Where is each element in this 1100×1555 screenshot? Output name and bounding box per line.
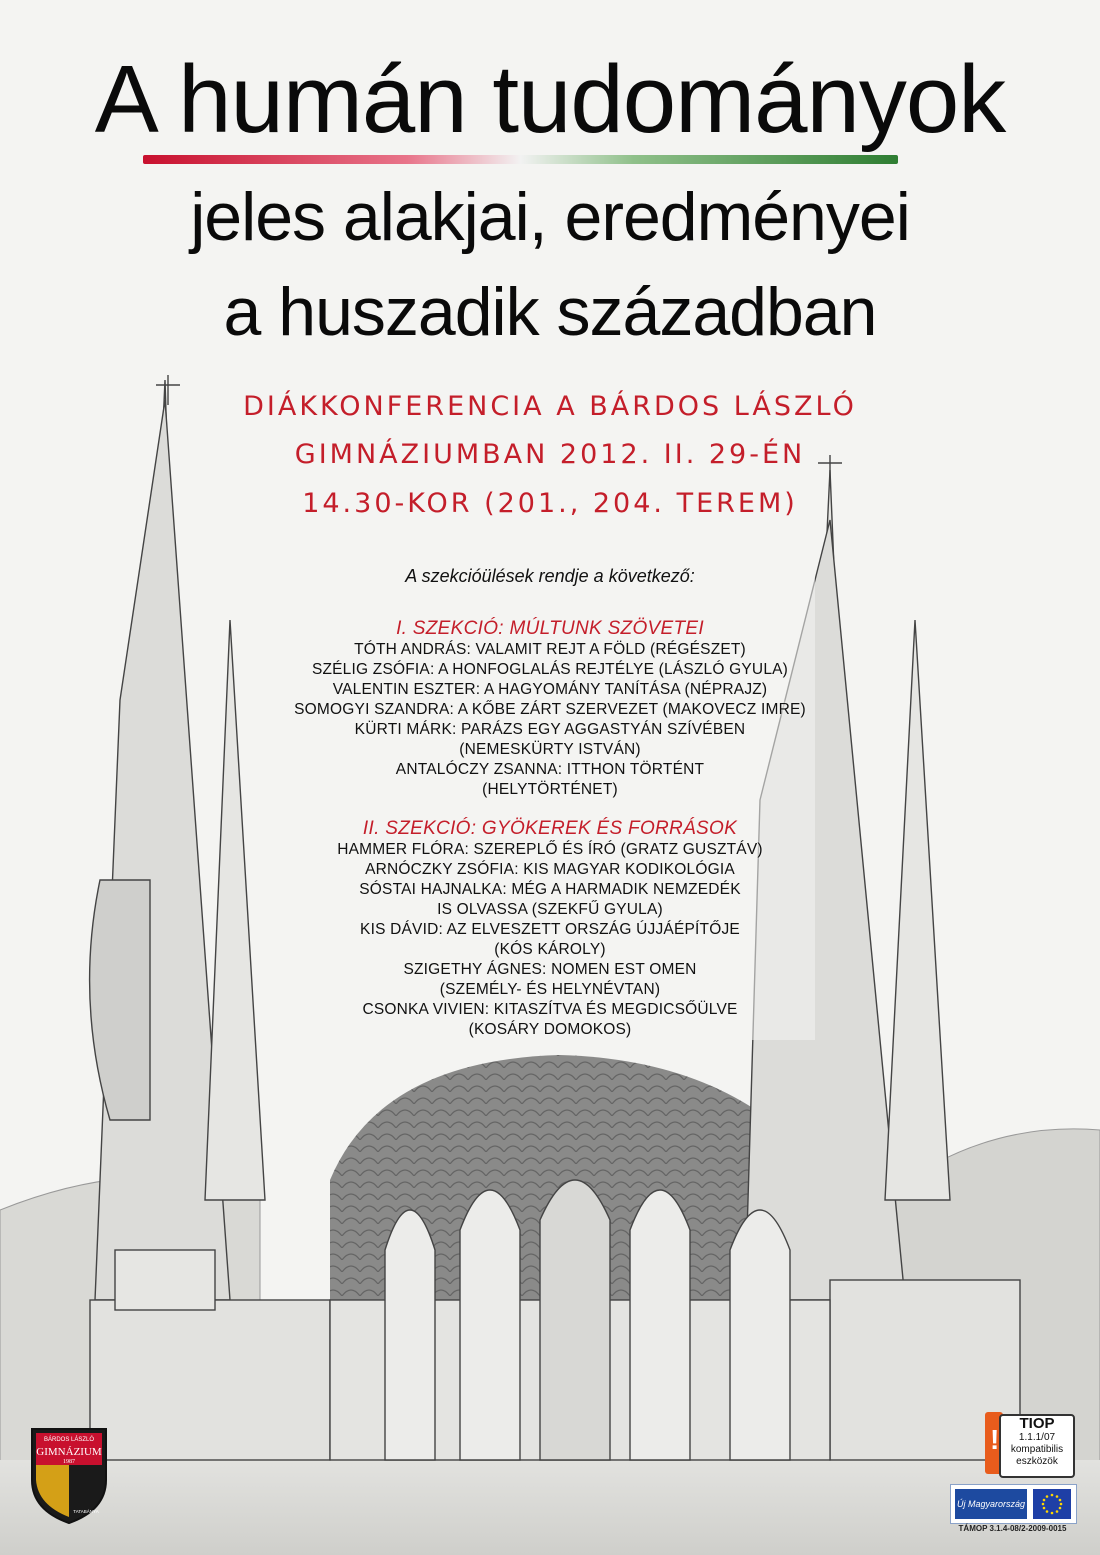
eu-funding-logo <box>950 1484 1075 1536</box>
title-line-1: A humán tudományok <box>94 46 1006 153</box>
list-item: (NEMESKÜRTY ISTVÁN) <box>459 741 641 758</box>
tamop-code: TÁMOP 3.1.4-08/2-2009-0015 <box>958 1524 1067 1533</box>
section-2-heading: II. SZEKCIÓ: GYÖKEREK ÉS FORRÁSOK <box>362 818 738 839</box>
list-item: CSONKA VIVIEN: KITASZÍTVA ÉS MEGDICSŐÜLVE <box>362 1001 738 1018</box>
list-item: SZÉLIG ZSÓFIA: A HONFOGLALÁS REJTÉLYE (LÁSZLÓ GYULA) <box>311 661 789 678</box>
list-item: SÓSTAI HAJNALKA: MÉG A HARMADIK NEMZEDÉK <box>359 881 741 898</box>
list-item: VALENTIN ESZTER: A HAGYOMÁNY TANÍTÁSA (NÉPRAJZ) <box>332 681 768 698</box>
list-item: IS OLVASSA (SZEKFŰ GYULA) <box>437 901 663 918</box>
event-line-1: DIÁKKONFERENCIA A BÁRDOS LÁSZLÓ <box>243 391 857 422</box>
section-1-heading: I. SZEKCIÓ: MÚLTUNK SZÖVETEI <box>396 618 704 639</box>
exclamation-icon: ! <box>985 1412 1003 1474</box>
tiop-line-4: eszközök <box>1016 1456 1058 1467</box>
eu-logo-frame <box>950 1484 1077 1524</box>
list-item: (KÓS KÁROLY) <box>494 941 606 958</box>
list-item: HAMMER FLÓRA: SZEREPLŐ ÉS ÍRÓ (GRATZ GUSZTÁV) <box>337 841 763 858</box>
event-line-2: GIMNÁZIUMBAN 2012. II. 29-ÉN <box>294 439 806 470</box>
list-item: (HELYTÖRTÉNET) <box>482 781 618 798</box>
section-1-entries <box>0 640 1100 800</box>
list-item: (KOSÁRY DOMOKOS) <box>468 1021 632 1038</box>
sessions-intro: A szekcióülések rendje a következő: <box>405 566 695 586</box>
list-item: KÜRTI MÁRK: PARÁZS EGY AGGASTYÁN SZÍVÉBEN <box>354 721 746 738</box>
section-2-entries <box>0 840 1100 1040</box>
tricolor-underline <box>143 155 898 164</box>
event-line-3: 14.30-KOR (201., 204. TEREM) <box>302 488 798 519</box>
svg-text:BÁRDOS LÁSZLÓ: BÁRDOS LÁSZLÓ <box>43 1437 95 1443</box>
list-item: SZIGETHY ÁGNES: NOMEN EST OMEN <box>403 961 697 978</box>
title-line-2: jeles alakjai, eredményei <box>190 179 910 255</box>
tiop-name: TIOP <box>1019 1415 1055 1432</box>
list-item: (SZEMÉLY- ÉS HELYNÉVTAN) <box>439 981 661 998</box>
list-item: TÓTH ANDRÁS: VALAMIT REJT A FÖLD (RÉGÉSZET) <box>354 641 746 658</box>
tiop-label-box <box>999 1414 1075 1478</box>
school-crest-logo <box>28 1425 110 1525</box>
title-line-3: a huszadik században <box>223 274 877 350</box>
list-item: KIS DÁVID: AZ ELVESZETT ORSZÁG ÚJJÁÉPÍTŐJE <box>360 921 740 938</box>
svg-text:TATABÁNYA: TATABÁNYA <box>73 1509 99 1514</box>
svg-text:1987: 1987 <box>63 1459 75 1465</box>
svg-text:GIMNÁZIUM: GIMNÁZIUM <box>36 1446 102 1458</box>
tiop-line-3: kompatibilis <box>1010 1444 1064 1455</box>
uj-magyarorszag-logo: Új Magyarország <box>955 1489 1027 1519</box>
tiop-code: 1.1.1/07 <box>1018 1432 1056 1443</box>
list-item: ANTALÓCZY ZSANNA: ITTHON TÖRTÉNT <box>395 761 705 778</box>
list-item: SOMOGYI SZANDRA: A KŐBE ZÁRT SZERVEZET (MAKOVECZ IMRE) <box>294 701 806 718</box>
eu-flag-icon <box>1033 1489 1071 1519</box>
list-item: ARNÓCZKY ZSÓFIA: KIS MAGYAR KODIKOLÓGIA <box>365 861 735 878</box>
tiop-logo <box>985 1412 1073 1476</box>
